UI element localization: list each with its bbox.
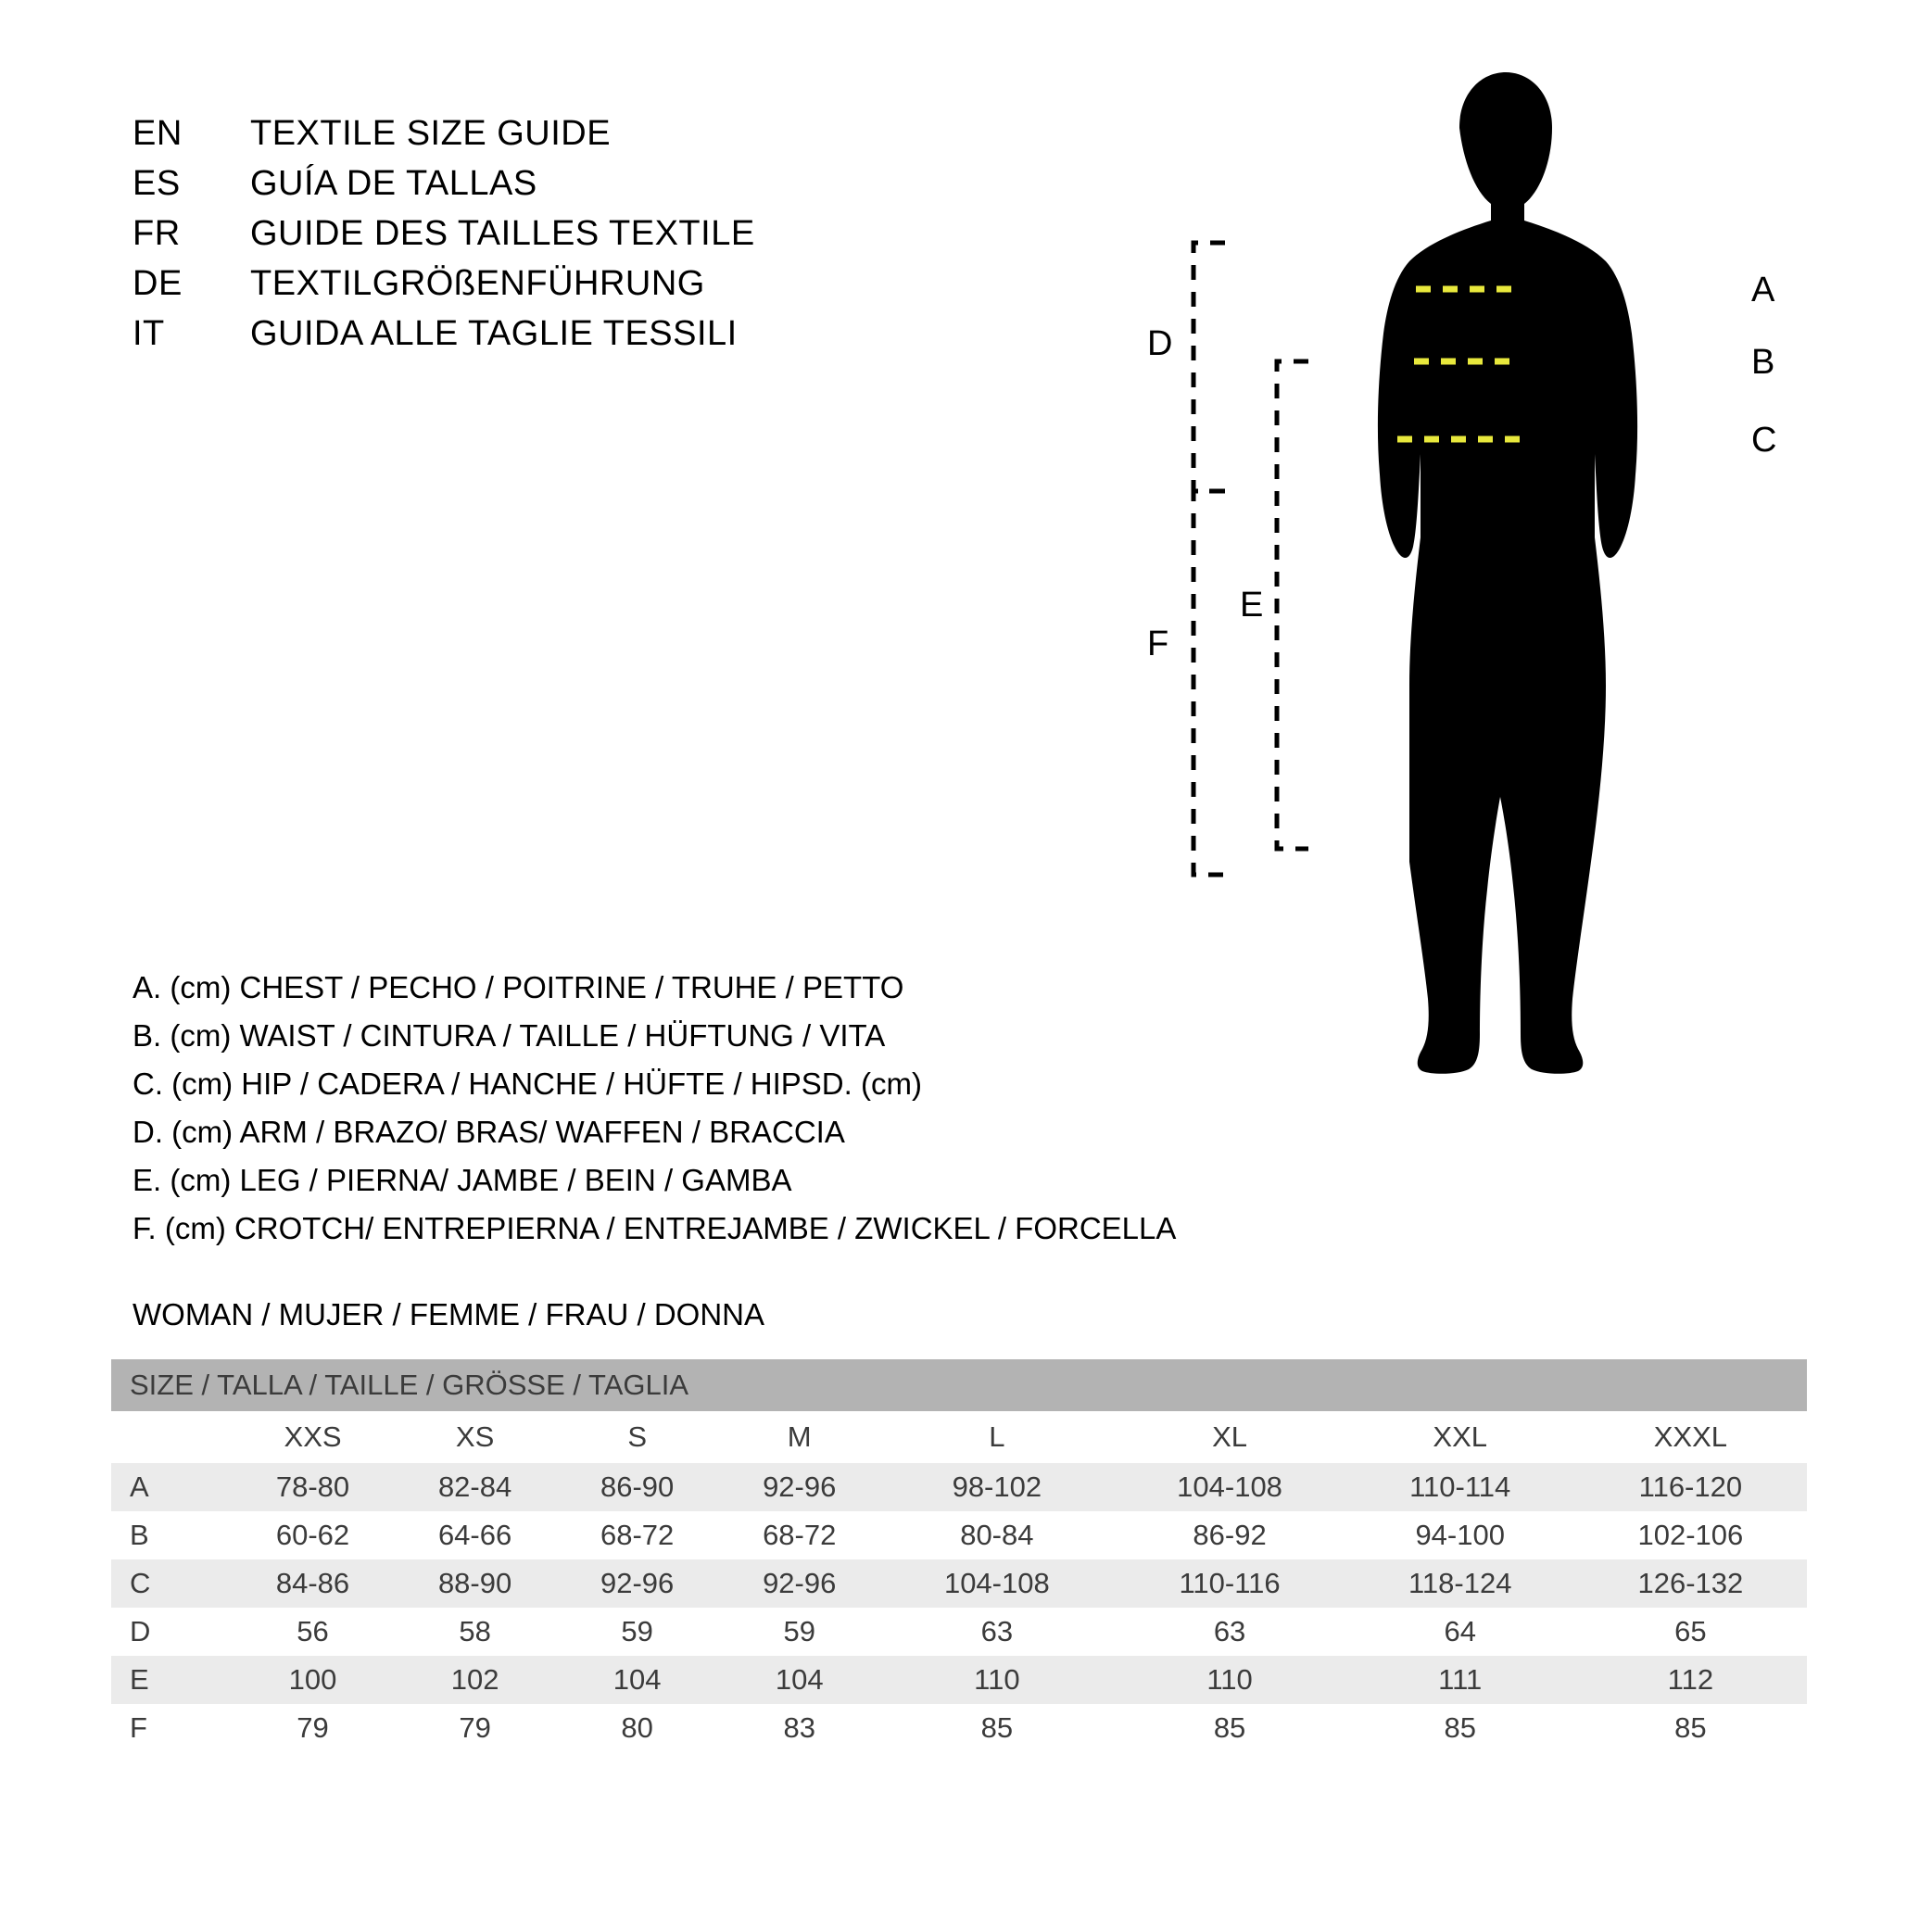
cell-c-m: 92-96 [718, 1559, 880, 1608]
language-row-fr [133, 214, 892, 264]
sizes-row-key [111, 1411, 232, 1463]
marker-label-f: F [1147, 625, 1169, 663]
cell-f-xs: 79 [394, 1704, 556, 1752]
language-text-it: GUIDA ALLE TAGLIE TESSILI [250, 314, 738, 353]
cell-d-xs: 58 [394, 1608, 556, 1656]
language-row-es [133, 164, 892, 214]
language-row-de [133, 264, 892, 314]
language-code-es: ES [133, 164, 181, 203]
cell-a-xxxl: 116-120 [1574, 1463, 1807, 1511]
size-table-wrapper [111, 1359, 1807, 1752]
size-col-xl: XL [1113, 1411, 1345, 1463]
cell-e-l: 110 [880, 1656, 1113, 1704]
cell-b-xxs: 60-62 [232, 1511, 394, 1559]
cell-f-xl: 85 [1113, 1704, 1345, 1752]
table-header-label: SIZE / TALLA / TAILLE / GRÖSSE / TAGLIA [111, 1359, 1807, 1411]
cell-a-l: 98-102 [880, 1463, 1113, 1511]
table-row [111, 1463, 1807, 1511]
cell-d-xl: 63 [1113, 1608, 1345, 1656]
cell-b-xxl: 94-100 [1346, 1511, 1574, 1559]
legend-item-f: F. (cm) CROTCH/ ENTREPIERNA / ENTREJAMBE / ZWICKEL / FORCELLA [133, 1211, 1177, 1245]
row-key-d: D [111, 1608, 232, 1656]
language-code-it: IT [133, 314, 165, 353]
size-col-xxl: XXL [1346, 1411, 1574, 1463]
cell-d-xxs: 56 [232, 1608, 394, 1656]
legend-item-b: B. (cm) WAIST / CINTURA / TAILLE / HÜFTUNG / VITA [133, 1018, 886, 1053]
size-col-xs: XS [394, 1411, 556, 1463]
cell-f-xxl: 85 [1346, 1704, 1574, 1752]
cell-c-l: 104-108 [880, 1559, 1113, 1608]
bracket-d [1193, 243, 1225, 491]
cell-e-xxl: 111 [1346, 1656, 1574, 1704]
language-row-it [133, 314, 892, 364]
table-row [111, 1559, 1807, 1608]
table-sizes-row [111, 1411, 1807, 1463]
legend-item-e: E. (cm) LEG / PIERNA/ JAMBE / BEIN / GAMBA [133, 1163, 792, 1197]
cell-d-m: 59 [718, 1608, 880, 1656]
measurement-legend [133, 964, 1226, 1253]
silhouette-shape [1378, 72, 1637, 1074]
table-row [111, 1608, 1807, 1656]
row-key-c: C [111, 1559, 232, 1608]
cell-b-m: 68-72 [718, 1511, 880, 1559]
row-key-b: B [111, 1511, 232, 1559]
row-key-f: F [111, 1704, 232, 1752]
cell-f-l: 85 [880, 1704, 1113, 1752]
cell-e-m: 104 [718, 1656, 880, 1704]
female-silhouette-diagram [1140, 56, 1872, 1205]
cell-b-xl: 86-92 [1113, 1511, 1345, 1559]
cell-a-xl: 104-108 [1113, 1463, 1345, 1511]
size-col-m: M [718, 1411, 880, 1463]
legend-item-d: D. (cm) ARM / BRAZO/ BRAS/ WAFFEN / BRACCIA [133, 1115, 845, 1149]
marker-label-b: B [1751, 343, 1775, 382]
cell-b-l: 80-84 [880, 1511, 1113, 1559]
size-col-l: L [880, 1411, 1113, 1463]
cell-c-xxl: 118-124 [1346, 1559, 1574, 1608]
cell-a-xxs: 78-80 [232, 1463, 394, 1511]
cell-c-xxxl: 126-132 [1574, 1559, 1807, 1608]
row-key-a: A [111, 1463, 232, 1511]
cell-d-xxl: 64 [1346, 1608, 1574, 1656]
size-col-xxxl: XXXL [1574, 1411, 1807, 1463]
size-table [111, 1359, 1807, 1752]
size-col-s: S [556, 1411, 718, 1463]
size-col-xxs: XXS [232, 1411, 394, 1463]
language-code-en: EN [133, 114, 183, 153]
table-row [111, 1511, 1807, 1559]
language-text-de: TEXTILGRÖßENFÜHRUNG [250, 264, 705, 303]
language-text-en: TEXTILE SIZE GUIDE [250, 114, 612, 153]
cell-a-m: 92-96 [718, 1463, 880, 1511]
group-label: WOMAN / MUJER / FEMME / FRAU / DONNA [133, 1297, 764, 1332]
cell-d-xxxl: 65 [1574, 1608, 1807, 1656]
bracket-f [1193, 491, 1225, 875]
marker-label-d: D [1147, 324, 1173, 363]
table-row [111, 1704, 1807, 1752]
language-row-en [133, 114, 892, 164]
bracket-e [1277, 361, 1308, 849]
legend-item-a: A. (cm) CHEST / PECHO / POITRINE / TRUHE / PETTO [133, 970, 904, 1004]
legend-item-c: C. (cm) HIP / CADERA / HANCHE / HÜFTE / HIPSD. (cm) [133, 1066, 922, 1101]
language-text-fr: GUIDE DES TAILLES TEXTILE [250, 214, 755, 253]
cell-b-xxxl: 102-106 [1574, 1511, 1807, 1559]
table-header-row [111, 1359, 1807, 1411]
cell-b-xs: 64-66 [394, 1511, 556, 1559]
language-text-es: GUÍA DE TALLAS [250, 164, 537, 203]
cell-e-xxxl: 112 [1574, 1656, 1807, 1704]
cell-f-xxs: 79 [232, 1704, 394, 1752]
cell-c-xs: 88-90 [394, 1559, 556, 1608]
cell-e-xl: 110 [1113, 1656, 1345, 1704]
cell-f-m: 83 [718, 1704, 880, 1752]
cell-c-xl: 110-116 [1113, 1559, 1345, 1608]
marker-label-c: C [1751, 421, 1777, 460]
cell-a-s: 86-90 [556, 1463, 718, 1511]
marker-label-e: E [1240, 586, 1264, 625]
cell-e-xxs: 100 [232, 1656, 394, 1704]
table-row [111, 1656, 1807, 1704]
cell-a-xs: 82-84 [394, 1463, 556, 1511]
language-title-block [133, 114, 892, 364]
language-code-de: DE [133, 264, 183, 303]
cell-f-xxxl: 85 [1574, 1704, 1807, 1752]
cell-e-xs: 102 [394, 1656, 556, 1704]
measurement-figure [1140, 56, 1872, 1205]
cell-f-s: 80 [556, 1704, 718, 1752]
cell-c-xxs: 84-86 [232, 1559, 394, 1608]
cell-d-l: 63 [880, 1608, 1113, 1656]
cell-c-s: 92-96 [556, 1559, 718, 1608]
cell-d-s: 59 [556, 1608, 718, 1656]
cell-a-xxl: 110-114 [1346, 1463, 1574, 1511]
language-code-fr: FR [133, 214, 181, 253]
cell-e-s: 104 [556, 1656, 718, 1704]
cell-b-s: 68-72 [556, 1511, 718, 1559]
marker-label-a: A [1751, 271, 1775, 309]
row-key-e: E [111, 1656, 232, 1704]
